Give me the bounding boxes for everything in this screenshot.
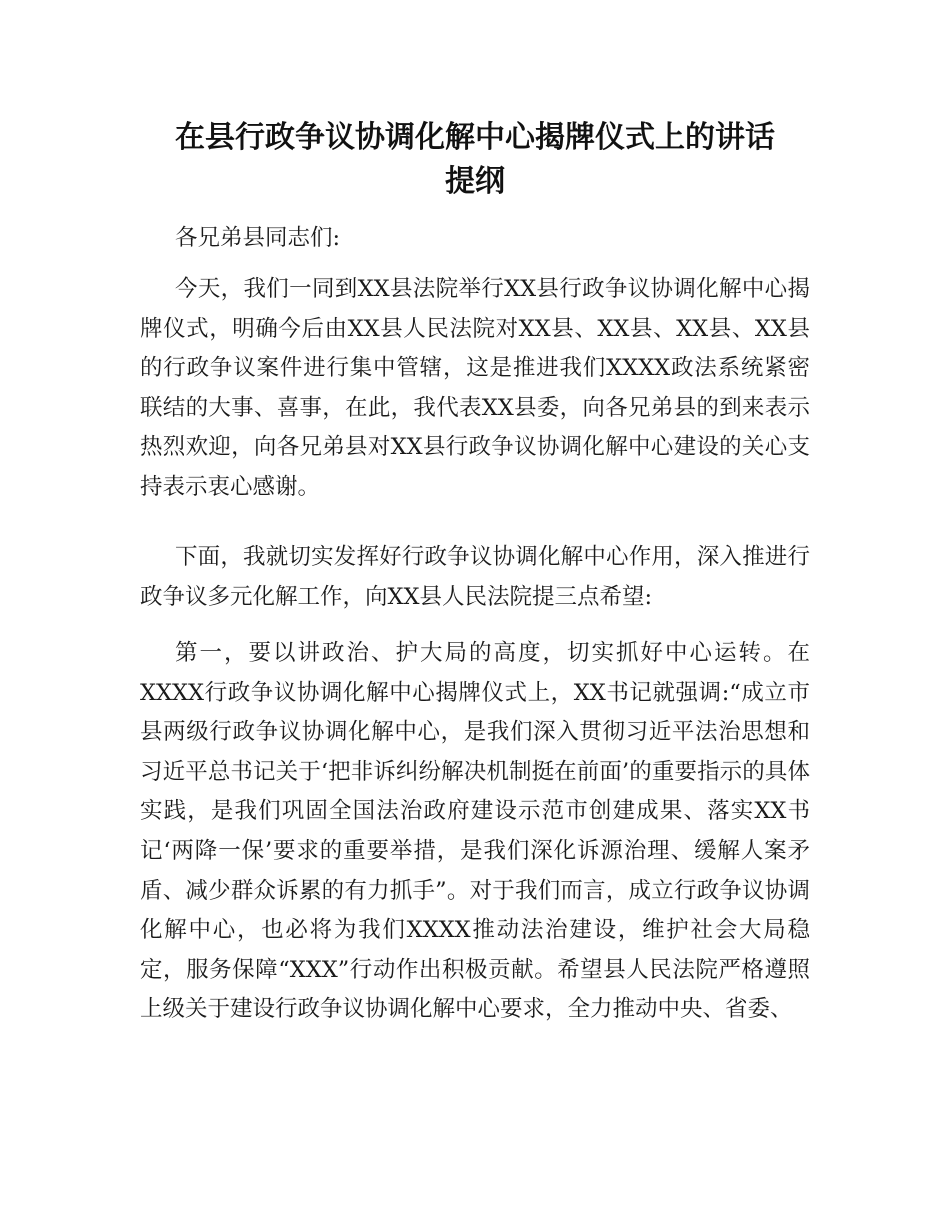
salutation: 各兄弟县同志们: bbox=[175, 225, 341, 251]
document-title-line-2: 提纲 bbox=[445, 164, 505, 199]
document-title-line-1: 在县行政争议协调化解中心揭牌仪式上的讲话 bbox=[175, 120, 775, 155]
paragraph-welcome: 今天，我们一同到XX县法院举行XX县行政争议协调化解中心揭牌仪式，明确今后由XX县人民法院对XX县、XX县、XX县、XX县的行政争议案件进行集中管辖，这是推进我们XXXX政法系统紧密联结的大事、喜事，在此，我代表XX县委，向各兄弟县的到来表示热烈欢迎，向各兄弟县对XX县行政争议协调化解中心建设的关心支持表示衷心感谢。 bbox=[140, 276, 810, 500]
paragraph-intro-hopes: 下面，我就切实发挥好行政争议协调化解中心作用，深入推进行政争议多元化解工作，向XX县人民法院提三点希望: bbox=[140, 544, 810, 610]
paragraph-first-point: 第一，要以讲政治、护大局的高度，切实抓好中心运转。在XXXX行政争议协调化解中心揭牌仪式上，XX书记就强调:“成立市县两级行政争议协调化解中心，是我们深入贯彻习近平法治思想和习近平总书记关于‘把非诉纠纷解决机制挺在前面’的重要指示的具体实践，是我们巩固全国法治政府建设示范市创建成果、落实XX书记‘两降一保’要求的重要举措，是我们深化诉源治理、缓解人案矛盾、减少群众诉累的有力抓手”。对于我们而言，成立行政争议协调化解中心，也必将为我们XXXX推动法治建设，维护社会大局稳定，服务保障“XXX”行动作出积极贡献。希望县人民法院严格遵照上级关于建设行政争议协调化解中心要求，全力推动中央、省委、 bbox=[140, 640, 810, 1023]
